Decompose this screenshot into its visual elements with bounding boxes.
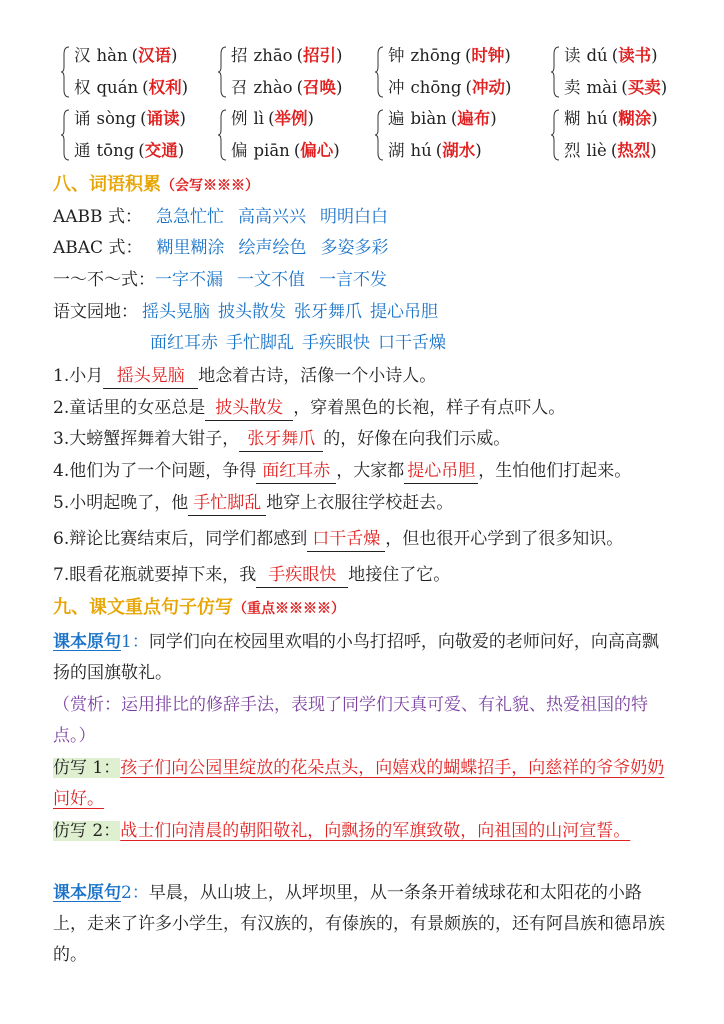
hanzi: 糊 (564, 109, 581, 128)
pinyin: hàn (96, 46, 128, 65)
answer-blank (256, 459, 336, 484)
answer: 提心吊胆 (407, 461, 476, 481)
hanzi: 烈 (564, 141, 581, 160)
paren: ( (465, 78, 472, 97)
paren: ( (296, 46, 304, 65)
sentence-text: ，大家都 (336, 461, 405, 481)
answer: 张牙舞爪 (247, 429, 316, 449)
garden-label: 语文园地： (53, 302, 138, 322)
hanzi: 召 (231, 78, 248, 97)
sentence-text: 5.小明起晚了，他 (53, 493, 189, 513)
brace-icon (374, 46, 384, 98)
answer: 面红耳赤 (262, 461, 331, 481)
brace-icon (550, 46, 560, 98)
pinyin-line (388, 40, 511, 72)
paren: ) (504, 78, 512, 97)
abac-row (53, 233, 388, 263)
abac-label: ABAC 式： (53, 238, 143, 258)
answer: 摇头晃脑 (116, 366, 185, 386)
word: 招引 (303, 46, 337, 65)
hanzi: 遍 (388, 109, 405, 128)
paren: ) (650, 141, 657, 160)
pinyin: zhào (253, 78, 293, 97)
hanzi: 冲 (388, 78, 405, 97)
section-tag: （会写※※※） (161, 178, 259, 194)
idiom: 摇头晃脑 (142, 302, 210, 322)
hanzi: 例 (231, 109, 248, 128)
sentence (53, 361, 436, 391)
paren: ) (179, 109, 186, 128)
original-sentence-1 (53, 627, 673, 689)
pinyin-line (231, 40, 342, 72)
yi-bu-row (53, 265, 387, 295)
hanzi: 招 (231, 46, 248, 65)
sentence-text: 2.童话里的女巫总是 (53, 398, 206, 418)
paren: ( (435, 141, 443, 160)
paren: ( (611, 46, 619, 65)
original-sentence-2 (53, 878, 673, 971)
paren: ( (131, 46, 139, 65)
imitation-label: 仿写 2： (53, 821, 121, 841)
word: 湖水 (442, 141, 476, 160)
imitation-2 (53, 816, 673, 847)
analysis-note: （赏析：运用排比的修辞手法，表现了同学们天真可爱、有礼貌、热爱祖国的特点。） (53, 695, 648, 746)
sentence (53, 524, 623, 554)
idiom: 张牙舞爪 (294, 302, 362, 322)
pinyin-line (74, 103, 186, 135)
original-label: 课本原句 (53, 632, 121, 652)
pinyin: zhōng (410, 46, 461, 65)
paren: ( (621, 78, 628, 97)
hanzi: 通 (74, 141, 91, 160)
pinyin-line (231, 103, 340, 135)
pinyin: hú (586, 109, 608, 128)
paren: ) (333, 141, 340, 160)
pinyin-group (231, 103, 340, 167)
sentence (53, 393, 565, 423)
pinyin-group (231, 40, 342, 104)
idiom: 一文不值 (237, 270, 305, 290)
hanzi: 读 (564, 46, 581, 65)
section-9-heading (53, 593, 345, 624)
pinyin: sòng (96, 109, 137, 128)
paren: ( (450, 109, 458, 128)
word: 交通 (144, 141, 178, 160)
sentence-text: ，但也很开心学到了很多知识。 (385, 529, 624, 549)
idiom: 明明白白 (319, 207, 388, 227)
word: 诵读 (146, 109, 180, 128)
imitation-1 (53, 753, 673, 815)
pinyin-line (74, 135, 186, 167)
pinyin-line (388, 72, 511, 104)
pinyin-group (564, 40, 667, 104)
paren: ) (475, 141, 482, 160)
sentence-text: 的，好像在向我们示威。 (323, 429, 511, 449)
idiom: 手疾眼快 (302, 333, 370, 353)
pinyin: tōng (96, 141, 135, 160)
idiom: 多姿多彩 (320, 238, 389, 258)
sentence (53, 456, 631, 486)
paren: ) (651, 109, 658, 128)
pinyin: mài (586, 78, 618, 97)
sentence-text: 6.辩论比赛结束后，同学们都感到 (53, 529, 308, 549)
hanzi: 偏 (231, 141, 248, 160)
sentence-text: 7.眼看花瓶就要掉下来，我 (53, 565, 257, 585)
section-title: 八、词语积累 (53, 174, 161, 195)
idiom: 急急忙忙 (155, 207, 224, 227)
sentence-text: 4.他们为了一个问题，争得 (53, 461, 257, 481)
word: 召唤 (303, 78, 337, 97)
word: 遍布 (457, 109, 491, 128)
pinyin-line (564, 40, 667, 72)
sentence-text: 3.大螃蟹挥舞着大钳子， (53, 429, 240, 449)
pinyin-group (564, 103, 658, 167)
answer-blank (239, 427, 323, 452)
paren: ) (307, 109, 314, 128)
sentence-text: 地穿上衣服往学校赶去。 (266, 493, 454, 513)
word: 糊涂 (618, 109, 652, 128)
pinyin-line (388, 135, 497, 167)
sentence-text: ，穿着黑色的长袍，样子有点吓人。 (293, 398, 566, 418)
original-number: 2： (121, 883, 149, 903)
pinyin-group (74, 40, 188, 104)
word: 读书 (618, 46, 652, 65)
pinyin: hú (410, 141, 432, 160)
aabb-label: AABB 式： (53, 207, 142, 227)
hanzi: 卖 (564, 78, 581, 97)
yi-bu-label: 一～不～式： (53, 270, 155, 290)
idiom: 面红耳赤 (150, 333, 218, 353)
sentence (53, 424, 510, 454)
word: 权利 (148, 78, 182, 97)
garden-row-2 (150, 328, 446, 358)
imitation-text: 战士们向清晨的朝阳敬礼，向飘扬的军旗致敬，向祖国的山河宣誓。 (120, 821, 631, 841)
paren: ( (293, 141, 301, 160)
hanzi: 湖 (388, 141, 405, 160)
original-number: 1： (121, 632, 149, 652)
word: 偏心 (300, 141, 334, 160)
original-text: 同学们向在校园里欢唱的小鸟打招呼，向敬爱的老师问好，向高高飘扬的国旗敬礼。 (53, 632, 659, 683)
answer-blank (256, 563, 348, 588)
idiom: 口干舌燥 (378, 333, 446, 353)
pinyin-line (231, 135, 340, 167)
idiom: 提心吊胆 (370, 302, 438, 322)
paren: ( (611, 109, 619, 128)
idiom: 手忙脚乱 (226, 333, 294, 353)
pinyin-line (231, 72, 342, 104)
brace-icon (60, 109, 70, 161)
original-label: 课本原句 (53, 883, 121, 903)
answer-blank (307, 527, 385, 552)
pinyin: chōng (410, 78, 462, 97)
paren: ) (651, 46, 658, 65)
idiom: 一字不漏 (155, 270, 223, 290)
section-8-heading (53, 170, 259, 201)
answer-blank (205, 396, 293, 421)
brace-icon (60, 46, 70, 98)
paren: ( (140, 109, 147, 128)
hanzi: 权 (74, 78, 91, 97)
word: 举例 (274, 109, 308, 128)
paren: ) (490, 109, 497, 128)
hanzi: 钟 (388, 46, 405, 65)
answer-blank (404, 459, 478, 484)
brace-icon (217, 46, 227, 98)
idiom: 绘声绘色 (238, 238, 307, 258)
idiom: 高高兴兴 (237, 207, 306, 227)
section-title: 九、课文重点句子仿写 (53, 597, 233, 618)
paren: ) (181, 78, 189, 97)
imitation-text: 孩子们向公园里绽放的花朵点头，向嬉戏的蝴蝶招手，向慈祥的爷爷奶奶问好。 (53, 758, 665, 809)
pinyin-line (564, 72, 667, 104)
section-tag: （重点※※※※） (233, 601, 345, 617)
pinyin-group (388, 40, 511, 104)
idiom: 糊里糊涂 (156, 238, 225, 258)
pinyin-group (74, 103, 186, 167)
pinyin-line (388, 103, 497, 135)
paren: ( (268, 109, 275, 128)
pinyin: piān (253, 141, 290, 160)
sentence (53, 560, 450, 590)
pinyin: quán (96, 78, 139, 97)
pinyin: zhāo (253, 46, 293, 65)
pinyin: lì (253, 109, 265, 128)
answer: 口干舌燥 (312, 529, 381, 549)
pinyin: dú (586, 46, 608, 65)
original-text: 早晨，从山坡上，从坪坝里，从一条条开着绒球花和太阳花的小路上，走来了许多小学生，有汉族的，有傣族的，有景颇族的，还有阿昌族和德昂族的。 (53, 883, 665, 965)
pinyin-line (74, 40, 188, 72)
word: 汉语 (138, 46, 172, 65)
sentence-text: 地接住了它。 (348, 565, 451, 585)
answer-blank (103, 364, 198, 389)
paren: ) (336, 78, 343, 97)
paren: ( (296, 78, 304, 97)
brace-icon (550, 109, 560, 161)
hanzi: 汉 (74, 46, 91, 65)
word: 热烈 (617, 141, 651, 160)
answer-blank (188, 491, 266, 516)
paren: ( (610, 141, 618, 160)
answer: 披头散发 (215, 398, 284, 418)
brace-icon (374, 109, 384, 161)
aabb-row (53, 202, 388, 232)
paren: ( (464, 46, 472, 65)
hanzi: 诵 (74, 109, 91, 128)
brace-icon (217, 109, 227, 161)
pinyin-line (564, 135, 658, 167)
idiom: 披头散发 (218, 302, 286, 322)
paren: ) (504, 46, 511, 65)
pinyin-group (388, 103, 497, 167)
word: 冲动 (471, 78, 505, 97)
answer: 手忙脚乱 (193, 493, 262, 513)
answer: 手疾眼快 (268, 565, 337, 585)
pinyin-line (74, 72, 188, 104)
pinyin-line (564, 103, 658, 135)
garden-row-1 (53, 297, 438, 327)
paren: ) (171, 46, 178, 65)
pinyin: biàn (410, 109, 447, 128)
sentence-text: 1.小月 (53, 366, 104, 386)
word: 买卖 (627, 78, 661, 97)
sentence (53, 488, 453, 518)
paren: ) (336, 46, 343, 65)
paren: ( (142, 78, 149, 97)
paren: ) (177, 141, 185, 160)
paren: ( (138, 141, 145, 160)
paren: ) (660, 78, 668, 97)
sentence-text: 地念着古诗，活像一个小诗人。 (198, 366, 437, 386)
imitation-label: 仿写 1： (53, 758, 121, 778)
word: 时钟 (471, 46, 505, 65)
pinyin: liè (586, 141, 607, 160)
idiom: 一言不发 (319, 270, 387, 290)
sentence-text: ，生怕他们打起来。 (478, 461, 632, 481)
